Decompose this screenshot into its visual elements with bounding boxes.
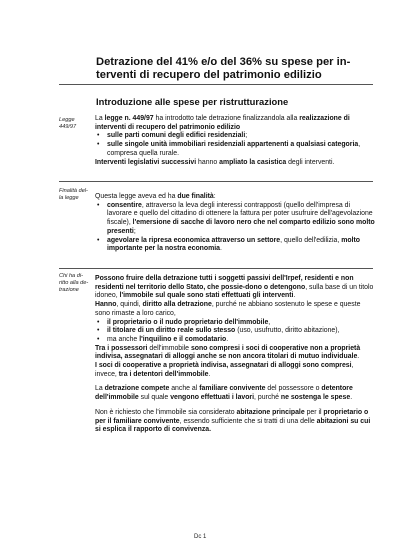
text: , attraverso la leva degli interessi contrapposti (quello dell'impresa di lavorare e quello del cittadino di ottenere la fattura per poter usufruire dell'agevolazione fiscale), [107, 201, 373, 227]
bold-text: consentire [107, 201, 142, 209]
list-item [95, 327, 375, 336]
paragraph [95, 275, 375, 301]
paragraph [95, 115, 375, 132]
divider [59, 268, 373, 269]
title-line: Detrazione del 41% e/o del 36% su spese per in- [96, 56, 351, 68]
text: dell'immobile [147, 344, 191, 352]
text: (uso, usufrutto, diritto abitazione), [235, 327, 340, 335]
bullet-icon: • [97, 141, 100, 149]
bold-text: vengono effettuati i lavori [170, 394, 255, 402]
bold-text: tra i detentori dell'immobile [118, 370, 209, 378]
text: , invece, [95, 362, 354, 378]
bold-text: ampliato la casistica [219, 158, 287, 166]
text: La [95, 115, 105, 122]
bullet-icon: • [97, 132, 100, 140]
bold-text: Possono fruire della detrazione tutti i soggetti passivi dell'Irpef, residenti e non residenti nel territorio dello Stato, che possie-dono o detengono [95, 275, 354, 291]
text: ; [133, 227, 136, 235]
text: , sulla base di un titolo idoneo, [95, 283, 374, 300]
paragraph [95, 193, 375, 202]
text: , compresa quella rurale. [107, 141, 361, 157]
text: Questa legge aveva ed ha [95, 193, 178, 200]
bullet-icon: • [97, 318, 100, 326]
text: . [357, 353, 360, 361]
list-item [95, 237, 375, 254]
bullet-list [95, 202, 375, 254]
text: , [268, 318, 271, 326]
bold-text: ne sostenga le spese [280, 394, 351, 402]
bold-text: abitazioni su cui si esplica il rapporto di convivenza. [95, 417, 371, 434]
bold-text: diritto alla detrazione [142, 301, 212, 309]
bullet-icon: • [97, 236, 100, 244]
text: hanno [196, 158, 220, 166]
bold-text: agevolare la ripresa economica attraverso un settore [107, 236, 281, 244]
text: . [226, 335, 229, 343]
text: , essendo sufficiente che si tratti di una delle [179, 417, 317, 425]
paragraph [95, 301, 375, 318]
bold-text: Tra i possessori [95, 344, 148, 352]
bold-text: due finalità [177, 193, 214, 200]
list-item [95, 132, 375, 141]
bold-text: molto importante per la nostra economia [107, 236, 360, 253]
bold-text: l'inquilino e il comodatario [139, 335, 227, 343]
bullet-icon: • [97, 327, 100, 335]
text: anche al [169, 385, 200, 393]
text: Non è richiesto che l'immobile sia considerato [95, 408, 237, 416]
bold-text: sono compresi i soci di cooperative non a proprietà indivisa, assegnatari di alloggi anche se non ancora titolari di mutuo individuale [95, 344, 361, 361]
margin-note-legge: Legge 449/97 [59, 117, 77, 130]
paragraph [95, 385, 375, 402]
section-heading: Introduzione alle spese per ristrutturazione [96, 96, 289, 107]
bullet-icon: • [97, 201, 100, 209]
paragraph [95, 159, 375, 168]
bold-text: sulle singole unità immobiliari residenziali appartenenti a qualsiasi categoria [107, 141, 359, 149]
list-item [95, 141, 375, 158]
text: , purché [254, 394, 281, 402]
title-line: terventi di recupero del patrimonio edilizio [96, 69, 322, 81]
section-chi [95, 275, 375, 435]
text: : [213, 193, 216, 200]
bold-text: il titolare di un diritto reale sullo stesso [107, 327, 236, 335]
text: . [350, 394, 353, 402]
text: . [208, 370, 211, 378]
paragraph [95, 409, 375, 435]
bold-text: l'immobile sul quale sono stati effettuati gli interventi [119, 292, 294, 300]
bold-text: l'emersione di sacche di lavoro nero che nel comparto edilizio sono molto presenti [107, 219, 375, 235]
divider [59, 181, 373, 182]
text: . [219, 245, 222, 253]
text: ma anche [107, 335, 140, 343]
list-item [95, 319, 375, 328]
paragraph [95, 345, 375, 362]
bold-text: sulle parti comuni degli edifici residenziali [107, 132, 246, 140]
bold-text: realizzazione di interventi di recupero del patrimonio edilizio [95, 115, 350, 131]
bold-text: detrazione compete [104, 385, 170, 393]
bullet-list [95, 319, 375, 345]
text: degli interventi. [286, 158, 335, 166]
text: sul quale [138, 394, 171, 402]
bullet-icon: • [97, 335, 100, 343]
bold-text: Interventi legislativi successivi [95, 158, 197, 166]
title-rule [59, 84, 373, 85]
page-footer: Dc 1 [194, 534, 207, 540]
section-finalita [95, 193, 375, 254]
text: per il [304, 408, 324, 416]
text: , quindi, [116, 301, 143, 309]
bullet-list [95, 132, 375, 158]
section-legge [95, 115, 375, 167]
text: del possessore o [265, 385, 322, 393]
bold-text: familiare convivente [199, 385, 266, 393]
list-item [95, 202, 375, 237]
bold-text: Hanno [95, 301, 117, 309]
text: ; [245, 132, 248, 140]
bold-text: detentore dell'immobile [95, 385, 353, 402]
text: . [293, 292, 296, 300]
bold-text: I soci di cooperative a proprietà indivisa, assegnatari di alloggi sono compresi [95, 362, 352, 370]
text: , purché ne abbiano sostenuto le spese e queste sono rimaste a loro carico, [95, 301, 361, 317]
text: ha introdotto tale detrazione finalizzandola alla [153, 115, 300, 122]
margin-note-chi: Chi ha di- ritto alla de- trazione [59, 273, 89, 293]
bold-text: il proprietario o il nudo proprietario dell'immobile [107, 318, 269, 326]
page-title [96, 56, 376, 82]
margin-note-finalita: Finalità del- la legge [59, 188, 88, 201]
bold-text: proprietario o per il familiare convivente [95, 408, 369, 425]
bold-text: abitazione principale [236, 408, 305, 416]
paragraph [95, 362, 375, 379]
bold-text: legge n. 449/97 [104, 115, 154, 122]
text: , quello dell'edilizia, [280, 236, 342, 244]
list-item [95, 336, 375, 345]
text: La [95, 385, 105, 393]
